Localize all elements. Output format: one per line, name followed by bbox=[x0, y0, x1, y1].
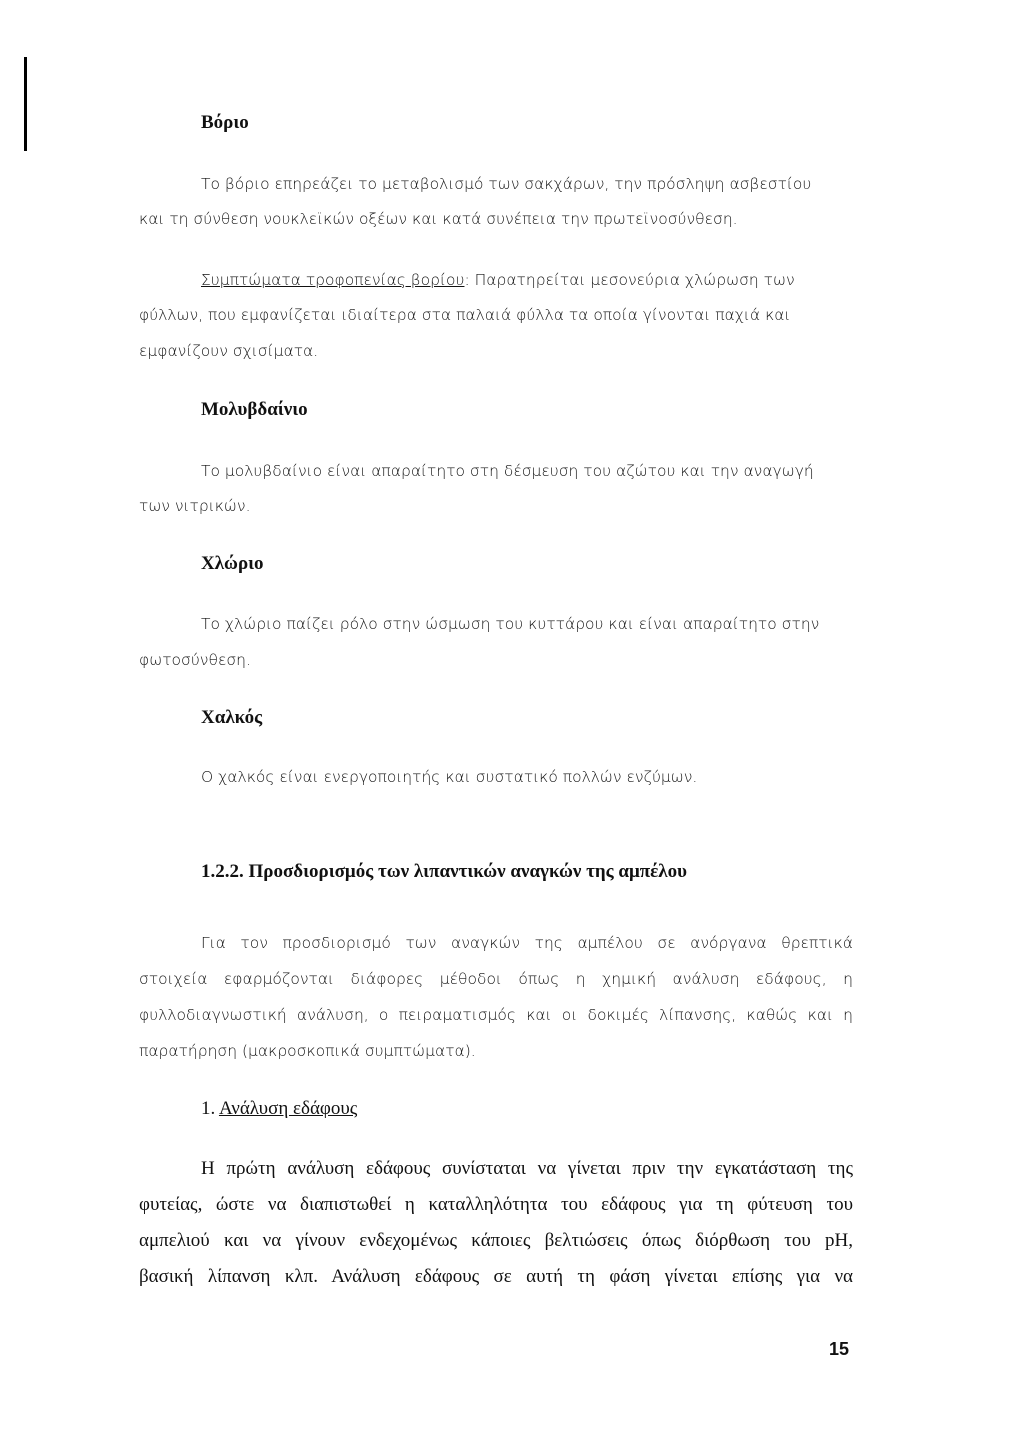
section-1-2-2-line: στοιχεία εφαρμόζονται διάφορες μέθοδοι όπως η χημική ανάλυση εδάφους, η bbox=[139, 970, 853, 988]
heading-molybdenum: Μολυβδαίνιο bbox=[201, 399, 308, 420]
soil-line: φυτείας, ώστε να διαπιστωθεί η καταλληλότητα του εδάφους για τη φύτευση του bbox=[139, 1194, 853, 1215]
page-number: 15 bbox=[829, 1339, 850, 1359]
chlorine-line2: φωτοσύνθεση. bbox=[139, 651, 251, 669]
soil-number: 1. bbox=[201, 1098, 216, 1119]
copper-line1: Ο χαλκός είναι ενεργοποιητής και συστατικό πολλών ενζύμων. bbox=[201, 768, 698, 786]
molybdenum-line2: των νιτρικών. bbox=[139, 497, 251, 515]
heading-boron: Βόριο bbox=[201, 112, 249, 133]
molybdenum-line1: Το μολυβδαίνιο είναι απαραίτητο στη δέσμευση του αζώτου και την αναγωγή bbox=[201, 462, 814, 480]
heading-chlorine: Χλώριο bbox=[201, 553, 264, 574]
soil-line: βασική λίπανση κλπ. Ανάλυση εδάφους σε αυτή τη φάση γίνεται επίσης για να bbox=[139, 1266, 853, 1287]
soil-heading-label: Ανάλυση εδάφους bbox=[218, 1098, 358, 1119]
chlorine-line1: Το χλώριο παίζει ρόλο στην ώσμωση του κυττάρου και είναι απαραίτητο στην bbox=[201, 615, 820, 633]
soil-line: Η πρώτη ανάλυση εδάφους συνίσταται να γίνεται πριν την εγκατάσταση της bbox=[201, 1158, 853, 1179]
symptoms-label: Συμπτώματα τροφοπενίας βορίου bbox=[201, 271, 465, 289]
margin-bar bbox=[24, 57, 27, 151]
boron-para1-line2: και τη σύνθεση νουκλεϊκών οξέων και κατά συνέπεια την πρωτεϊνοσύνθεση. bbox=[139, 210, 738, 228]
soil-heading bbox=[201, 1097, 357, 1121]
section-1-2-2-line: Για τον προσδιορισμό των αναγκών της αμπέλου σε ανόργανα θρεπτικά bbox=[201, 934, 853, 952]
boron-para2-line3: εμφανίζουν σχισίματα. bbox=[139, 342, 319, 360]
section-1-2-2-line: παρατήρηση (μακροσκοπικά συμπτώματα). bbox=[139, 1042, 476, 1060]
heading-section-1-2-2: 1.2.2. Προσδιορισμός των λιπαντικών αναγκών της αμπέλου bbox=[201, 861, 687, 882]
boron-para2-line2: φύλλων, που εμφανίζεται ιδιαίτερα στα παλαιά φύλλα τα οποία γίνονται παχιά και bbox=[139, 306, 791, 324]
soil-line: αμπελιού και να γίνουν ενδεχομένως κάποιες βελτιώσεις όπως διόρθωση του pH, bbox=[139, 1230, 853, 1251]
section-1-2-2-line: φυλλοδιαγνωστική ανάλυση, ο πειραματισμός και οι δοκιμές λίπανσης, καθώς και η bbox=[139, 1006, 853, 1024]
boron-para2-line1 bbox=[201, 268, 795, 292]
heading-copper: Χαλκός bbox=[201, 707, 263, 728]
boron-para1-line1: Το βόριο επηρεάζει το μεταβολισμό των σακχάρων, την πρόσληψη ασβεστίου bbox=[201, 175, 812, 193]
boron-para2-line1-rest: : Παρατηρείται μεσονεύρια χλώρωση των bbox=[464, 271, 795, 289]
